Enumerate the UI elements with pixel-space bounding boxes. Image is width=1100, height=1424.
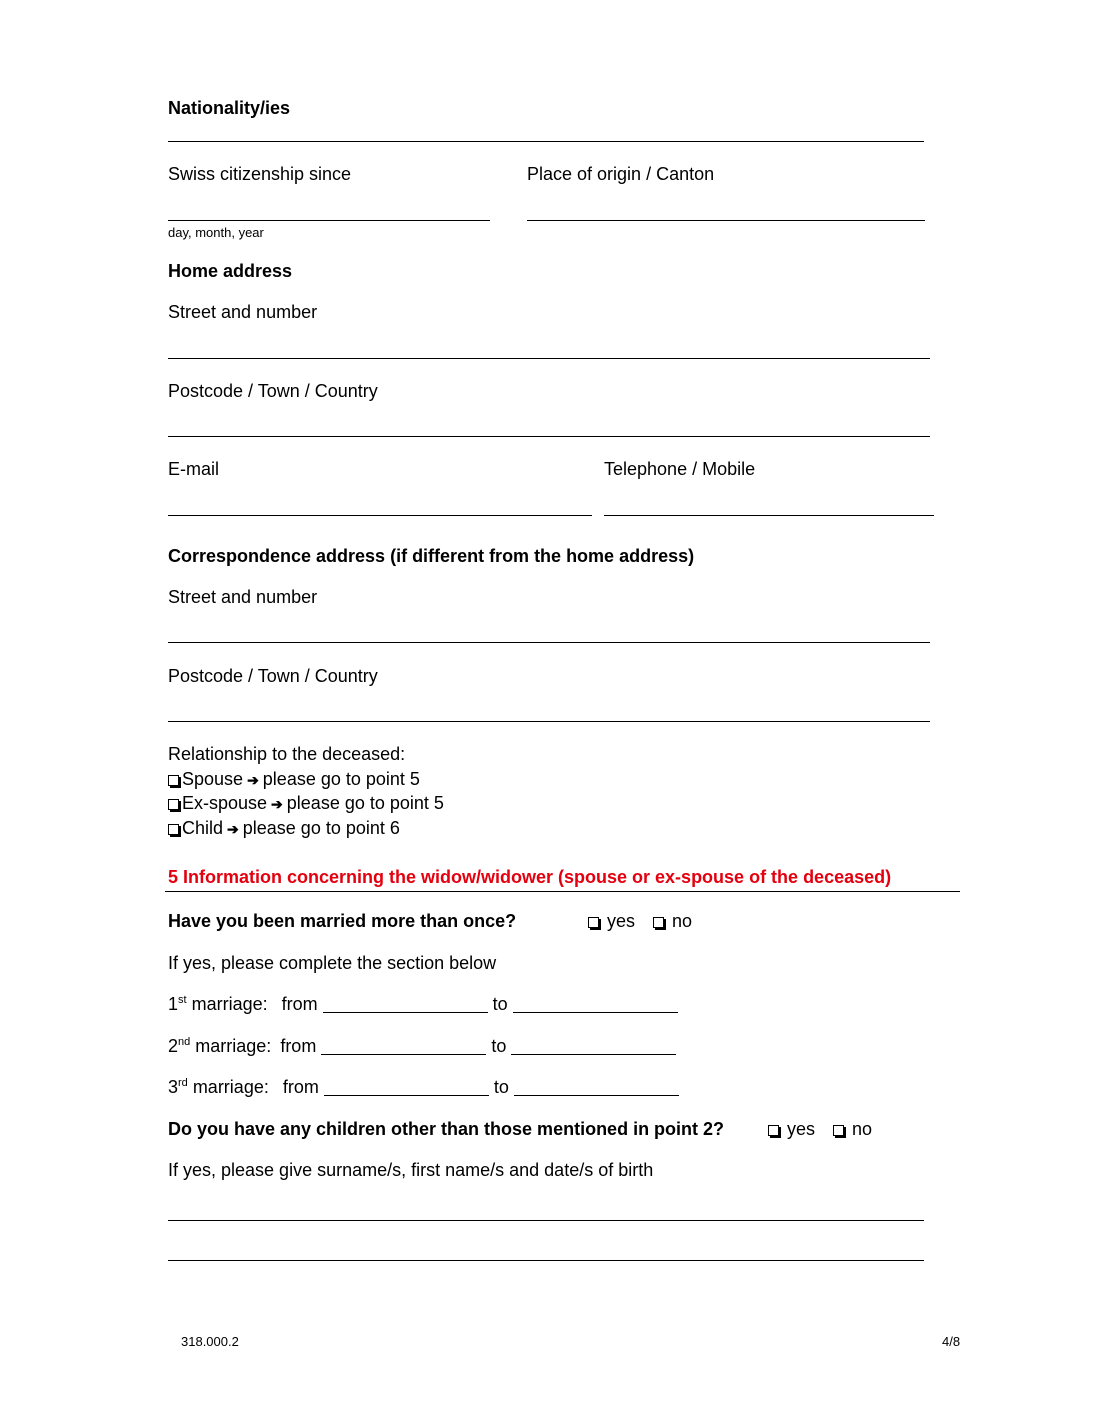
- nationality-label: Nationality/ies: [168, 98, 291, 118]
- checkbox-icon[interactable]: [168, 799, 179, 810]
- corr-street-input-line[interactable]: [168, 642, 930, 643]
- checkbox-icon[interactable]: [653, 917, 664, 928]
- origin-input-line[interactable]: [527, 220, 925, 221]
- children-question: Do you have any children other than those mentioned in point 2?: [168, 1119, 725, 1139]
- children-input-line-2[interactable]: [168, 1260, 924, 1261]
- marriage-2-to-field[interactable]: [511, 1038, 676, 1055]
- relationship-option-ex-spouse[interactable]: Ex-spouse ➔ please go to point 5: [168, 792, 444, 815]
- phone-input-line[interactable]: [604, 515, 934, 516]
- home-street-input-line[interactable]: [168, 358, 930, 359]
- checkbox-icon[interactable]: [833, 1125, 844, 1136]
- corr-postcode-input-line[interactable]: [168, 721, 930, 722]
- email-input-line[interactable]: [168, 515, 592, 516]
- section5-title: 5 Information concerning the widow/widower (spouse or ex-spouse of the deceased): [168, 867, 892, 887]
- children-options: [768, 1118, 872, 1140]
- citizenship-hint: day, month, year: [168, 225, 264, 240]
- married-options: [588, 910, 692, 932]
- marriage-row-3: 3rd marriage: from to: [168, 1076, 679, 1098]
- form-number: 318.000.2: [181, 1334, 239, 1349]
- marriage-2-from-field[interactable]: [321, 1038, 486, 1055]
- phone-label: Telephone / Mobile: [604, 459, 756, 479]
- if-yes-note: If yes, please complete the section below: [168, 953, 497, 973]
- children-input-line-1[interactable]: [168, 1220, 924, 1221]
- nationality-input-line[interactable]: [168, 141, 924, 142]
- checkbox-icon[interactable]: [768, 1125, 779, 1136]
- marriage-3-from-field[interactable]: [324, 1079, 489, 1096]
- correspondence-heading: Correspondence address (if different from the home address): [168, 546, 695, 566]
- checkbox-icon[interactable]: [168, 775, 179, 786]
- relationship-label: Relationship to the deceased:: [168, 744, 406, 764]
- arrow-right-icon: ➔: [271, 796, 283, 812]
- children-note: If yes, please give surname/s, first name/s and date/s of birth: [168, 1160, 654, 1180]
- checkbox-icon[interactable]: [168, 824, 179, 835]
- checkbox-icon[interactable]: [588, 917, 599, 928]
- children-no-option[interactable]: no: [833, 1118, 872, 1140]
- married-yes-option[interactable]: yes: [588, 910, 635, 932]
- corr-street-label: Street and number: [168, 587, 318, 607]
- arrow-right-icon: ➔: [227, 821, 239, 837]
- home-postcode-input-line[interactable]: [168, 436, 930, 437]
- married-no-option[interactable]: no: [653, 910, 692, 932]
- married-question: Have you been married more than once?: [168, 911, 517, 931]
- marriage-3-to-field[interactable]: [514, 1079, 679, 1096]
- section5-divider: [165, 891, 960, 892]
- home-street-label: Street and number: [168, 302, 318, 322]
- page-number: 4/8: [942, 1334, 961, 1349]
- email-label: E-mail: [168, 459, 220, 479]
- children-yes-option[interactable]: yes: [768, 1118, 815, 1140]
- home-address-heading: Home address: [168, 261, 293, 281]
- marriage-1-to-field[interactable]: [513, 996, 678, 1013]
- marriage-1-from-field[interactable]: [323, 996, 488, 1013]
- marriage-row-2: 2nd marriage: from to: [168, 1035, 676, 1057]
- citizenship-input-line[interactable]: [168, 220, 490, 221]
- home-postcode-label: Postcode / Town / Country: [168, 381, 378, 401]
- arrow-right-icon: ➔: [247, 772, 259, 788]
- relationship-option-spouse[interactable]: Spouse ➔ please go to point 5: [168, 768, 420, 791]
- citizenship-label: Swiss citizenship since: [168, 164, 352, 184]
- relationship-option-child[interactable]: Child ➔ please go to point 6: [168, 817, 400, 840]
- corr-postcode-label: Postcode / Town / Country: [168, 666, 378, 686]
- marriage-row-1: 1st marriage: from to: [168, 993, 678, 1015]
- origin-label: Place of origin / Canton: [527, 164, 715, 184]
